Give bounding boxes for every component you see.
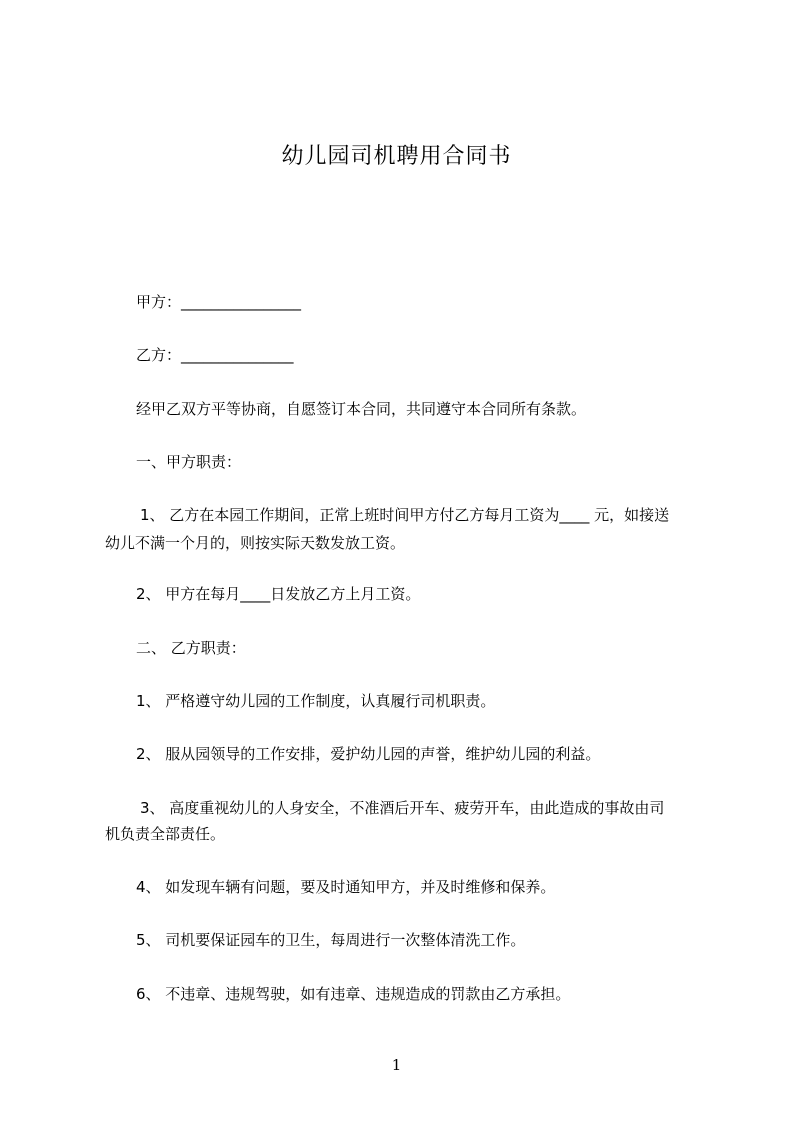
section-b-item-3-line-2: 机负责全部责任。 xyxy=(105,825,226,843)
section-b-item-3-line-1: 3、 高度重视幼儿的人身安全，不准酒后开车、疲劳开车，由此造成的事故由司 xyxy=(140,799,665,817)
section-b-item-1: 1、 严格遵守幼儿园的工作制度，认真履行司机职责。 xyxy=(136,692,496,710)
preamble: 经甲乙双方平等协商，自愿签订本合同，共同遵守本合同所有条款。 xyxy=(136,400,587,418)
section-a-item-1-line-2: 幼儿不满一个月的，则按实际天数发放工资。 xyxy=(105,534,406,552)
section-b-item-5: 5、 司机要保证园车的卫生，每周进行一次整体清洗工作。 xyxy=(136,931,526,949)
section-a-heading: 一、甲方职责： xyxy=(136,453,242,471)
section-b-item-4: 4、 如发现车辆有问题，要及时通知甲方，并及时维修和保养。 xyxy=(136,878,556,896)
section-a-item-2: 2、 甲方在每月____日发放乙方上月工资。 xyxy=(136,585,421,603)
section-b-heading: 二、 乙方职责： xyxy=(136,639,246,657)
section-a-item-1-line-1: 1、 乙方在本园工作期间，正常上班时间甲方付乙方每月工资为____ 元，如接送 xyxy=(140,506,670,524)
section-b-item-2: 2、 服从园领导的工作安排，爱护幼儿园的声誉，维护幼儿园的利益。 xyxy=(136,745,601,763)
party-a-line: 甲方：________________ xyxy=(136,293,302,311)
section-b-item-6: 6、 不违章、违规驾驶，如有违章、违规造成的罚款由乙方承担。 xyxy=(136,985,571,1003)
document-title: 幼儿园司机聘用合同书 xyxy=(281,144,512,169)
party-b-line: 乙方：_______________ xyxy=(136,346,294,364)
page-number: 1 xyxy=(391,1056,402,1074)
